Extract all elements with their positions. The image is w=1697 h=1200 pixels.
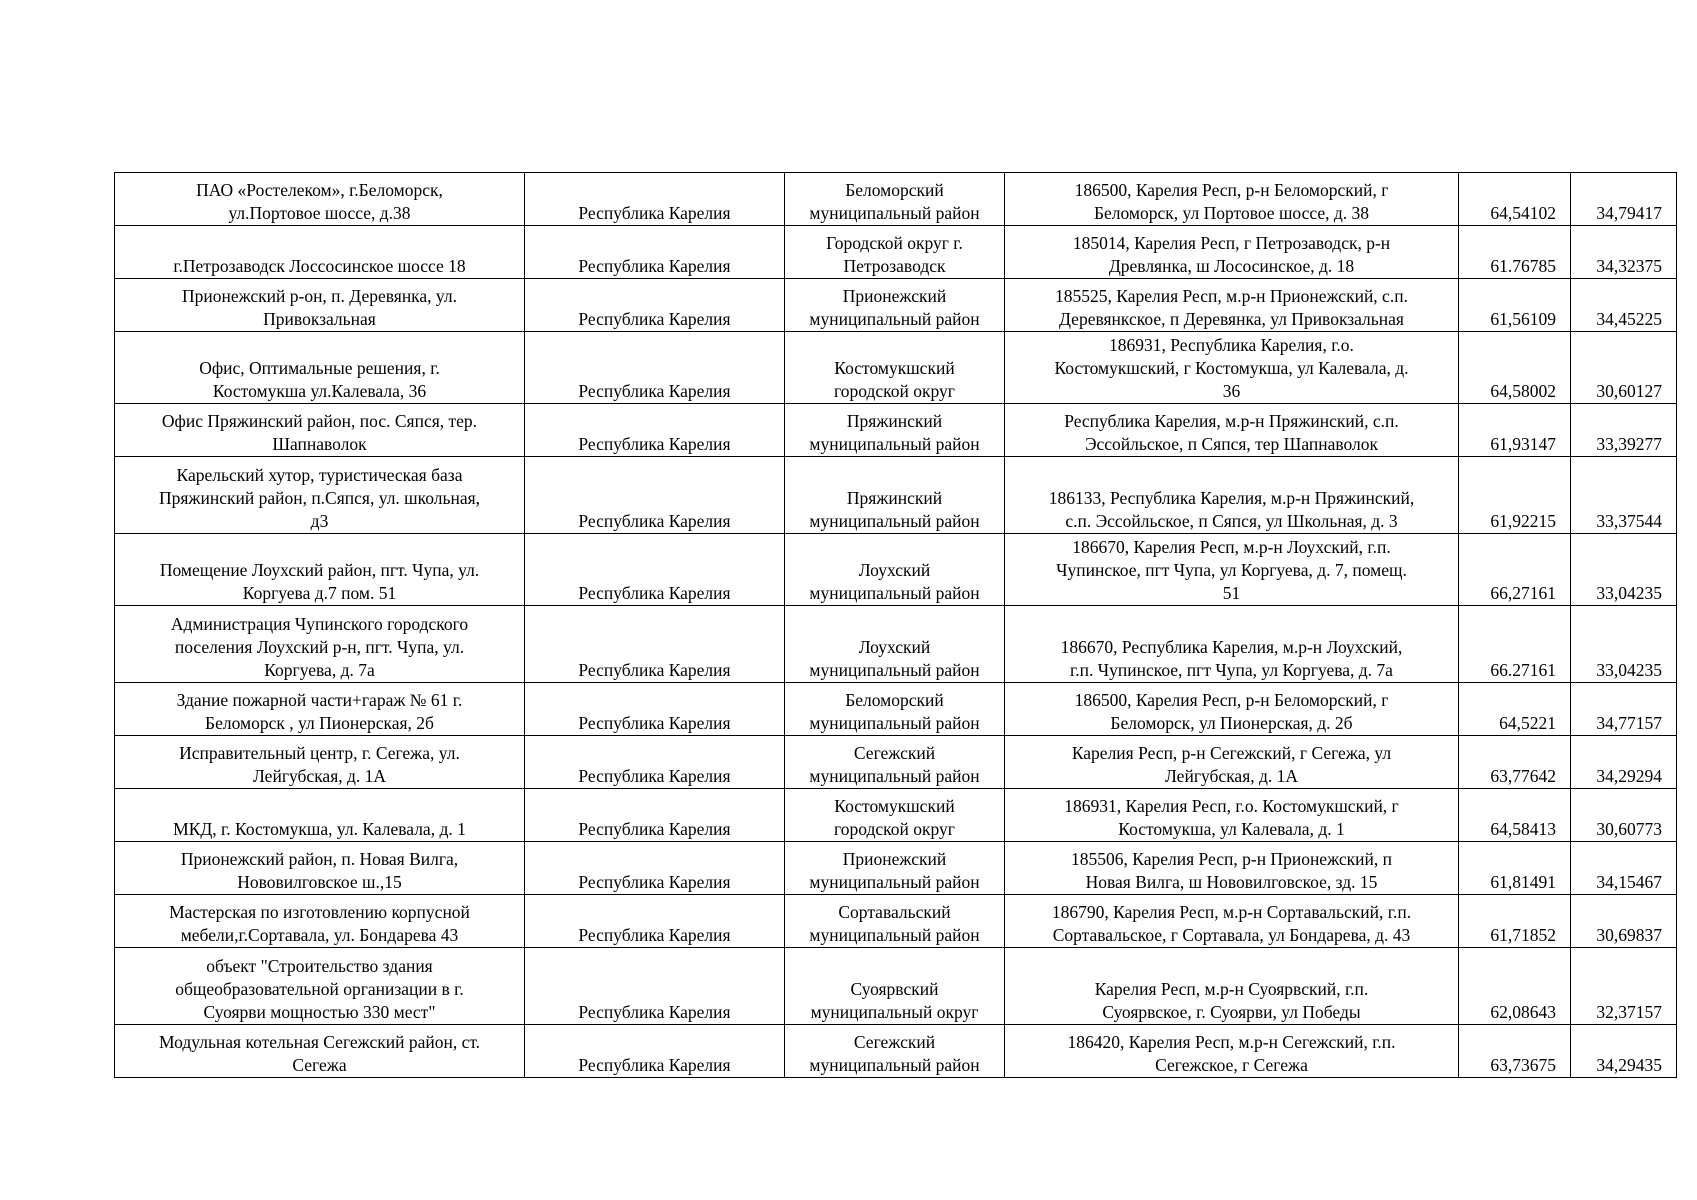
region-cell: Республика Карелия (525, 279, 785, 332)
region-cell: Республика Карелия (525, 842, 785, 895)
table-row (115, 226, 1677, 279)
latitude-cell: 62,08643 (1459, 948, 1571, 1025)
object-name-cell: Прионежский р-он, п. Деревянка, ул. Привокзальная (115, 279, 525, 332)
address-cell: 186500, Карелия Респ, р-н Беломорский, г Беломорск, ул Пионерская, д. 2б (1005, 683, 1459, 736)
table-row (115, 173, 1677, 226)
latitude-cell: 64,58413 (1459, 789, 1571, 842)
table-row (115, 736, 1677, 789)
address-cell: 186931, Карелия Респ, г.о. Костомукшский, г Костомукша, ул Калевала, д. 1 (1005, 789, 1459, 842)
municipality-cell: Сегежский муниципальный район (785, 1025, 1005, 1078)
municipality-cell: Пряжинский муниципальный район (785, 404, 1005, 457)
table-row (115, 683, 1677, 736)
region-cell: Республика Карелия (525, 789, 785, 842)
object-name-cell: Помещение Лоухский район, пгт. Чупа, ул. Коргуева д.7 пом. 51 (115, 534, 525, 606)
region-cell: Республика Карелия (525, 173, 785, 226)
table-row (115, 332, 1677, 404)
address-cell: Карелия Респ, м.р-н Суоярвский, г.п. Суоярвское, г. Суоярви, ул Победы (1005, 948, 1459, 1025)
latitude-cell: 61,92215 (1459, 457, 1571, 534)
municipality-cell: Городской округ г. Петрозаводск (785, 226, 1005, 279)
longitude-cell: 34,29435 (1571, 1025, 1677, 1078)
longitude-cell: 34,79417 (1571, 173, 1677, 226)
longitude-cell: 30,60127 (1571, 332, 1677, 404)
address-cell: 186500, Карелия Респ, р-н Беломорский, г Беломорск, ул Портовое шоссе, д. 38 (1005, 173, 1459, 226)
table-row (115, 1025, 1677, 1078)
region-cell: Республика Карелия (525, 332, 785, 404)
municipality-cell: Сортавальский муниципальный район (785, 895, 1005, 948)
table-row (115, 534, 1677, 606)
object-name-cell: ПАО «Ростелеком», г.Беломорск, ул.Портовое шоссе, д.38 (115, 173, 525, 226)
latitude-cell: 64,58002 (1459, 332, 1571, 404)
municipality-cell: Лоухский муниципальный район (785, 534, 1005, 606)
object-name-cell: Офис Пряжинский район, пос. Сяпся, тер. Шапнаволок (115, 404, 525, 457)
table-row (115, 457, 1677, 534)
region-cell: Республика Карелия (525, 457, 785, 534)
longitude-cell: 34,45225 (1571, 279, 1677, 332)
latitude-cell: 64,54102 (1459, 173, 1571, 226)
address-cell: 186670, Карелия Респ, м.р-н Лоухский, г.п. Чупинское, пгт Чупа, ул Коргуева, д. 7, помещ. 51 (1005, 534, 1459, 606)
address-cell: 186790, Карелия Респ, м.р-н Сортавальский, г.п. Сортавальское, г Сортавала, ул Бондарева, д. 43 (1005, 895, 1459, 948)
longitude-cell: 34,29294 (1571, 736, 1677, 789)
latitude-cell: 63,77642 (1459, 736, 1571, 789)
region-cell: Республика Карелия (525, 736, 785, 789)
region-cell: Республика Карелия (525, 226, 785, 279)
municipality-cell: Прионежский муниципальный район (785, 279, 1005, 332)
latitude-cell: 66.27161 (1459, 606, 1571, 683)
object-name-cell: Исправительный центр, г. Сегежа, ул. Лейгубская, д. 1А (115, 736, 525, 789)
longitude-cell: 33,04235 (1571, 534, 1677, 606)
municipality-cell: Прионежский муниципальный район (785, 842, 1005, 895)
latitude-cell: 61,56109 (1459, 279, 1571, 332)
object-name-cell: МКД, г. Костомукша, ул. Калевала, д. 1 (115, 789, 525, 842)
region-cell: Республика Карелия (525, 1025, 785, 1078)
region-cell: Республика Карелия (525, 606, 785, 683)
region-cell: Республика Карелия (525, 683, 785, 736)
object-name-cell: Офис, Оптимальные решения, г. Костомукша ул.Калевала, 36 (115, 332, 525, 404)
object-name-cell: Карельский хутор, туристическая база Пряжинский район, п.Сяпся, ул. школьная, д3 (115, 457, 525, 534)
table-body (115, 173, 1677, 1078)
latitude-cell: 61.76785 (1459, 226, 1571, 279)
address-cell: 186670, Республика Карелия, м.р-н Лоухский, г.п. Чупинское, пгт Чупа, ул Коргуева, д. 7а (1005, 606, 1459, 683)
object-name-cell: объект "Строительство здания общеобразовательной организации в г. Суоярви мощностью 330 мест" (115, 948, 525, 1025)
municipality-cell: Лоухский муниципальный район (785, 606, 1005, 683)
longitude-cell: 34,32375 (1571, 226, 1677, 279)
address-cell: 185525, Карелия Респ, м.р-н Прионежский, с.п. Деревянкское, п Деревянка, ул Привокзальная (1005, 279, 1459, 332)
latitude-cell: 61,71852 (1459, 895, 1571, 948)
region-cell: Республика Карелия (525, 404, 785, 457)
object-name-cell: г.Петрозаводск Лоссосинское шоссе 18 (115, 226, 525, 279)
longitude-cell: 30,60773 (1571, 789, 1677, 842)
latitude-cell: 61,93147 (1459, 404, 1571, 457)
address-cell: Карелия Респ, р-н Сегежский, г Сегежа, ул Лейгубская, д. 1А (1005, 736, 1459, 789)
table-row (115, 606, 1677, 683)
object-name-cell: Администрация Чупинского городского поселения Лоухский р-н, пгт. Чупа, ул. Коргуева, д. 7а (115, 606, 525, 683)
object-name-cell: Модульная котельная Сегежский район, ст. Сегежа (115, 1025, 525, 1078)
address-cell: 186931, Республика Карелия, г.о. Костомукшский, г Костомукша, ул Калевала, д. 36 (1005, 332, 1459, 404)
longitude-cell: 33,04235 (1571, 606, 1677, 683)
latitude-cell: 64,5221 (1459, 683, 1571, 736)
longitude-cell: 30,69837 (1571, 895, 1677, 948)
data-table (114, 172, 1677, 1078)
address-cell: Республика Карелия, м.р-н Пряжинский, с.п. Эссойльское, п Сяпся, тер Шапнаволок (1005, 404, 1459, 457)
table-row (115, 895, 1677, 948)
region-cell: Республика Карелия (525, 895, 785, 948)
region-cell: Республика Карелия (525, 948, 785, 1025)
region-cell: Республика Карелия (525, 534, 785, 606)
municipality-cell: Костомукшский городской округ (785, 789, 1005, 842)
table-row (115, 404, 1677, 457)
municipality-cell: Пряжинский муниципальный район (785, 457, 1005, 534)
longitude-cell: 34,77157 (1571, 683, 1677, 736)
latitude-cell: 61,81491 (1459, 842, 1571, 895)
latitude-cell: 66,27161 (1459, 534, 1571, 606)
object-name-cell: Здание пожарной части+гараж № 61 г. Беломорск , ул Пионерская, 2б (115, 683, 525, 736)
longitude-cell: 32,37157 (1571, 948, 1677, 1025)
municipality-cell: Беломорский муниципальный район (785, 683, 1005, 736)
address-cell: 185014, Карелия Респ, г Петрозаводск, р-н Древлянка, ш Лососинское, д. 18 (1005, 226, 1459, 279)
address-cell: 185506, Карелия Респ, р-н Прионежский, п Новая Вилга, ш Нововилговское, зд. 15 (1005, 842, 1459, 895)
municipality-cell: Костомукшский городской округ (785, 332, 1005, 404)
address-cell: 186420, Карелия Респ, м.р-н Сегежский, г.п. Сегежское, г Сегежа (1005, 1025, 1459, 1078)
address-cell: 186133, Республика Карелия, м.р-н Пряжинский, с.п. Эссойльское, п Сяпся, ул Школьная, д. 3 (1005, 457, 1459, 534)
latitude-cell: 63,73675 (1459, 1025, 1571, 1078)
table-row (115, 948, 1677, 1025)
table-row (115, 842, 1677, 895)
municipality-cell: Беломорский муниципальный район (785, 173, 1005, 226)
object-name-cell: Мастерская по изготовлению корпусной мебели,г.Сортавала, ул. Бондарева 43 (115, 895, 525, 948)
longitude-cell: 34,15467 (1571, 842, 1677, 895)
municipality-cell: Сегежский муниципальный район (785, 736, 1005, 789)
table-row (115, 789, 1677, 842)
object-name-cell: Прионежский район, п. Новая Вилга, Нововилговское ш.,15 (115, 842, 525, 895)
municipality-cell: Суоярвский муниципальный округ (785, 948, 1005, 1025)
longitude-cell: 33,37544 (1571, 457, 1677, 534)
longitude-cell: 33,39277 (1571, 404, 1677, 457)
table-row (115, 279, 1677, 332)
